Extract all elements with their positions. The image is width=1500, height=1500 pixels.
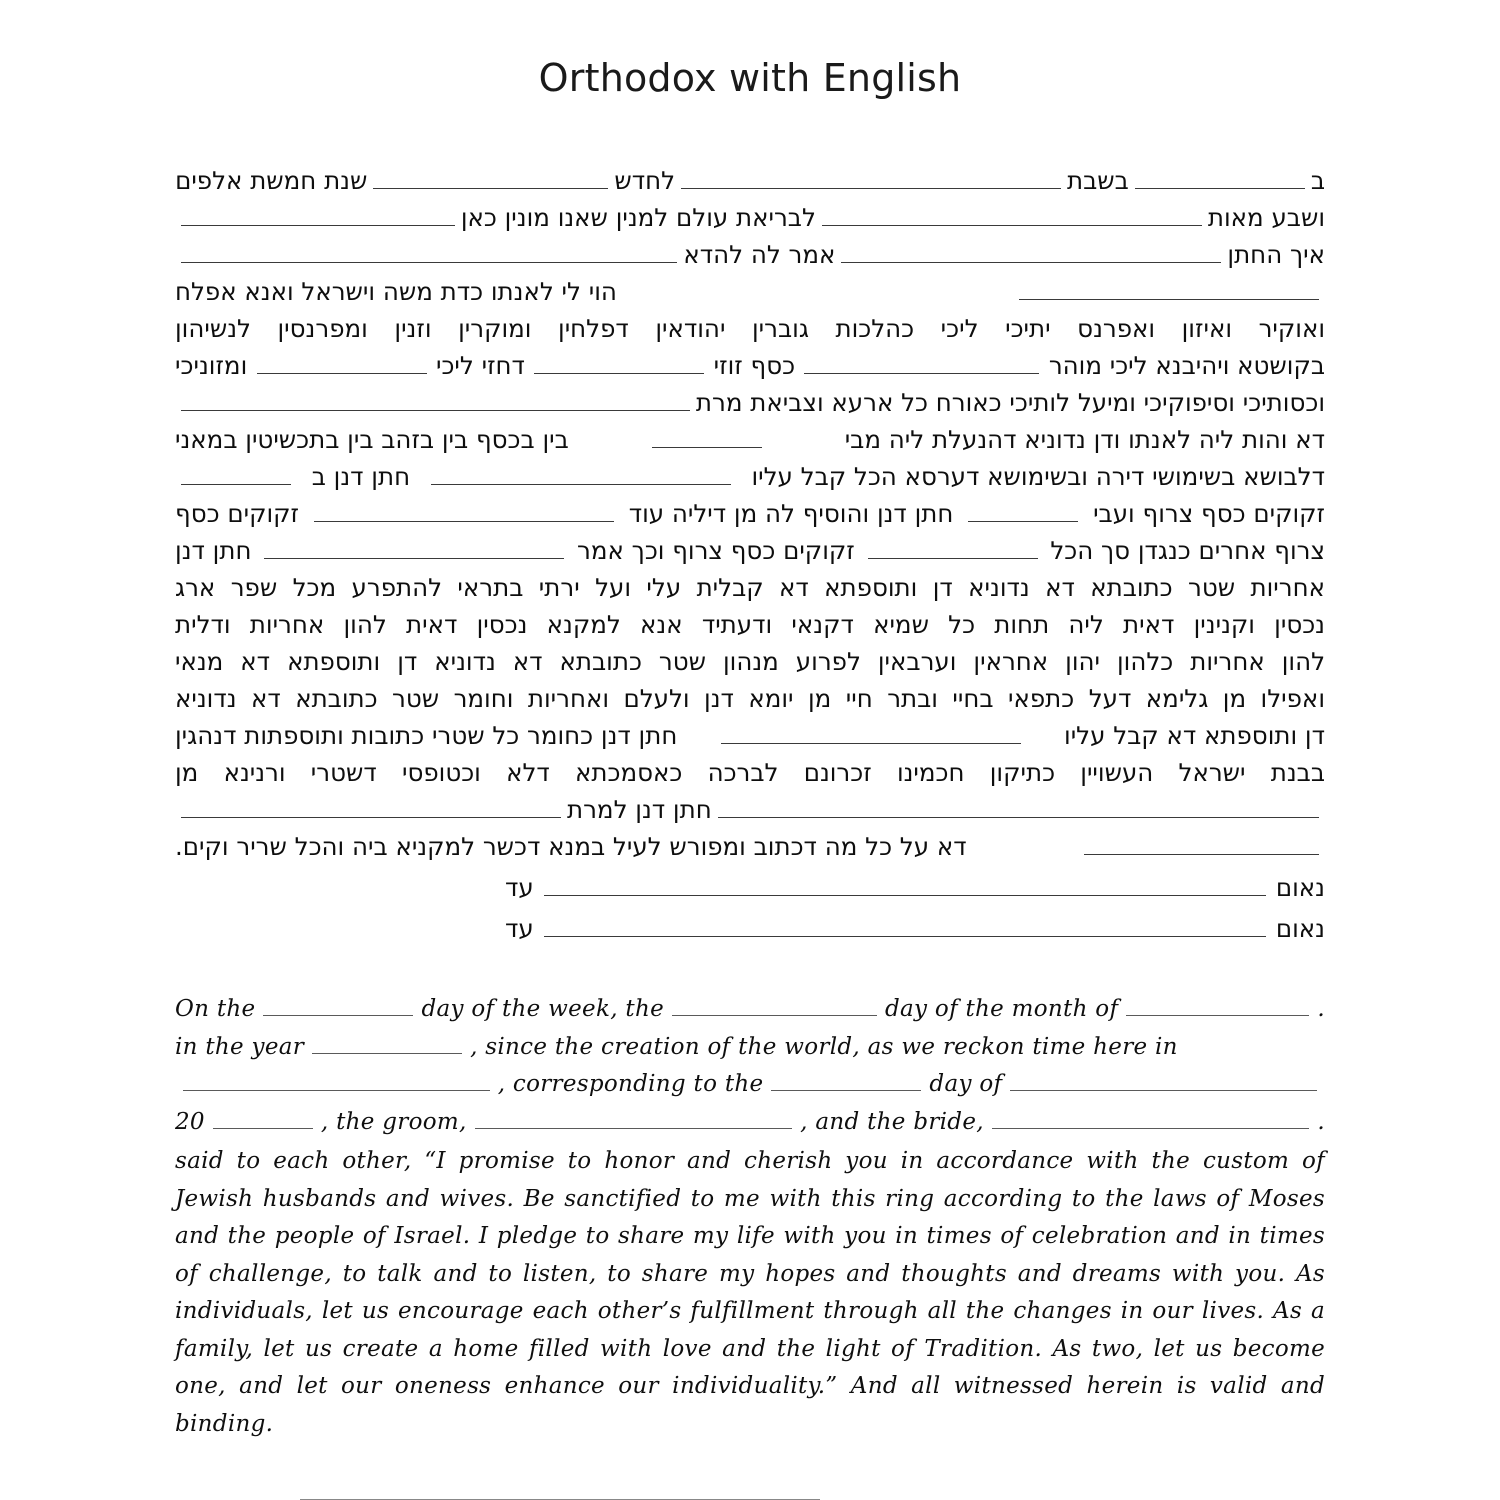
hebrew-line-14: להון אחריות כלהון יהון אחראין וערבאין לפרוע מנהון שטר כתובתא דא נדוניא דן ותוספתא דא מנאי	[175, 647, 1325, 676]
hebrew-line-1-part-d: שנת חמשת אלפים	[175, 166, 368, 195]
fill-in-blank[interactable]	[213, 1105, 313, 1129]
fill-in-blank[interactable]	[183, 1067, 490, 1091]
witness-1-signature-line[interactable]	[544, 869, 1266, 896]
english-vow-paragraph: said to each other, “I promise to honor and cherish you in accordance with the custom of Jewish husbands and wives. Be sanctified to me with this ring according to the laws of Moses and the people of Israel. I pledge to share my life with you in times of celebration and in times of challenge, to talk and to listen, to share my hopes and thoughts and dreams with you. As individuals, let us encourage each other’s fulfillment through all the changes in our lives. As a family, let us create a home filled with love and the light of Tradition. As two, let us become one, and let our oneness enhance our individuality.” And all witnessed herein is valid and binding.	[175, 1148, 1325, 1437]
hebrew-line-12: אחריות שטר כתובתא דא נדוניא דן ותוספתא דא קבלית עלי ועל ירתי בתראי להתפרע מכל שפר ארג	[175, 573, 1325, 602]
hebrew-line-2-part-b: לבריאת עולם למנין שאנו מונין כאן	[460, 203, 816, 232]
hebrew-line-19-part-a: דא על כל מה דכתוב ומפורש לעיל במנא דכשר למקניא ביה והכל שריר וקים.	[175, 832, 967, 861]
fill-in-blank[interactable]	[373, 162, 608, 189]
witness-2-label-left: נאום	[1275, 914, 1325, 943]
fill-in-blank[interactable]	[1126, 992, 1309, 1016]
fill-in-blank[interactable]	[181, 458, 291, 485]
hebrew-line-13: נכסין וקנינין דאית ליה תחות כל שמיא דקנאי ודעתיד אנא למקנא נכסין דאית להון אחריות ודלית	[175, 610, 1325, 639]
hebrew-line-1-part-a: ב	[1310, 166, 1325, 195]
fill-in-blank[interactable]	[652, 421, 762, 448]
hebrew-line-6-part-b: כסף זוזי	[713, 351, 796, 380]
fill-in-blank[interactable]	[263, 992, 413, 1016]
english-line-4-part-b: , the groom,	[320, 1108, 467, 1135]
fill-in-blank[interactable]	[181, 384, 690, 411]
hebrew-line-10-part-c: זקוקים כסף	[175, 499, 300, 528]
english-line-2-part-a: in the year	[175, 1033, 305, 1060]
hebrew-line-16-part-b: חתן דנן כחומר כל שטרי כתובות ותוספתות דנהגין	[175, 721, 678, 750]
fill-in-blank[interactable]	[672, 992, 877, 1016]
bride-name-blank[interactable]	[992, 1105, 1310, 1129]
hebrew-line-1-part-c: לחדש	[614, 166, 676, 195]
hebrew-text-block	[175, 162, 1325, 947]
fill-in-blank[interactable]	[1019, 273, 1319, 300]
hebrew-line-8	[175, 421, 1325, 458]
hebrew-line-8-part-a: דא והות ליה לאנתו ודן נדוניא דהנעלת ליה מבי	[844, 425, 1325, 454]
english-line-1-part-b: day of the week, the	[421, 996, 664, 1022]
hebrew-line-8-part-b: בין בכסף בין בזהב בין בתכשיטין במאני	[175, 425, 569, 454]
english-text-block	[175, 991, 1325, 1443]
hebrew-line-5: ואוקיר ואיזון ואפרנס יתיכי ליכי כהלכות גוברין יהודאין דפלחין ומוקרין וזנין ומפרנסין לנשיהון	[175, 314, 1325, 343]
english-line-3	[175, 1066, 1325, 1104]
english-line-4	[175, 1104, 1325, 1142]
hebrew-line-4	[175, 273, 1325, 310]
fill-in-blank[interactable]	[181, 236, 677, 263]
english-line-1-end: .	[1317, 996, 1325, 1022]
hebrew-line-1	[175, 162, 1325, 199]
english-line-4-part-c: , and the bride,	[800, 1108, 984, 1135]
hebrew-line-18-part-a: חתן דנן למרת	[567, 795, 712, 824]
english-line-1-part-a: On the	[175, 996, 256, 1022]
fill-in-blank[interactable]	[431, 458, 731, 485]
fill-in-blank[interactable]	[804, 347, 1039, 374]
fill-in-blank[interactable]	[771, 1067, 921, 1091]
hebrew-line-10	[175, 495, 1325, 532]
fill-in-blank[interactable]	[1084, 828, 1319, 855]
hebrew-line-7	[175, 384, 1325, 421]
fill-in-blank[interactable]	[868, 532, 1038, 559]
hebrew-line-6-part-d: ומזוניכי	[175, 351, 248, 380]
witness-row-2	[505, 910, 1325, 947]
english-line-2	[175, 1029, 1325, 1067]
hebrew-line-6	[175, 347, 1325, 384]
english-line-4-end: .	[1317, 1108, 1326, 1135]
fill-in-blank[interactable]	[681, 162, 1061, 189]
fill-in-blank[interactable]	[822, 199, 1202, 226]
fill-in-blank[interactable]	[264, 532, 564, 559]
hebrew-line-1-part-b: בשבת	[1067, 166, 1129, 195]
english-line-3-part-a: , corresponding to the	[497, 1071, 764, 1097]
hebrew-line-17: בבנת ישראל העשויין כתיקון חכמינו זכרונם לברכה כאסמכתא דלא וכטופסי דשטרי ורנינא מן	[175, 758, 1325, 787]
witness-1-label-left: נאום	[1275, 873, 1325, 902]
hebrew-line-3-part-b: אמר לה להדא	[683, 240, 836, 269]
fill-in-blank[interactable]	[181, 791, 561, 818]
english-line-3-part-b: day of	[929, 1071, 1003, 1097]
fill-in-blank[interactable]	[1010, 1067, 1317, 1091]
page-title: Orthodox with English	[538, 56, 962, 100]
hebrew-line-16-part-a: דן ותוספתא דא קבל עליו	[1064, 721, 1325, 750]
english-year-prefix: 20	[175, 1108, 205, 1135]
fill-in-blank[interactable]	[968, 495, 1078, 522]
fill-in-blank[interactable]	[1135, 162, 1305, 189]
hebrew-line-3-part-a: איך החתן	[1227, 240, 1325, 269]
hebrew-line-9-part-b: חתן דנן ב	[311, 462, 411, 491]
english-line-1-part-c: day of the month of	[884, 996, 1119, 1022]
fill-in-blank[interactable]	[718, 791, 1319, 818]
hebrew-line-11-part-b: זקוקים כסף צרוף וכך אמר	[577, 536, 855, 565]
hebrew-line-9	[175, 458, 1325, 495]
fill-in-blank[interactable]	[314, 495, 614, 522]
hebrew-line-15: ואפילו מן גלימא דעל כתפאי בחיי ובתר חיי מן יומא דנן ולעלם ואחריות וחומר שטר כתובתא דא נדוניא	[175, 684, 1325, 713]
hebrew-line-7-part-a: וכסותיכי וסיפוקיכי ומיעל לותיכי כאורח כל ארעא וצביאת מרת	[695, 388, 1325, 417]
hebrew-line-2-part-a: ושבע מאות	[1207, 203, 1325, 232]
hebrew-line-10-part-b: חתן דנן והוסיף לה מן דיליה עוד	[628, 499, 954, 528]
hebrew-line-6-part-a: בקושטא ויהיבנא ליכי מוהר	[1048, 351, 1325, 380]
english-line-1	[175, 991, 1325, 1029]
witness-2-label-right: עד	[505, 914, 534, 943]
witness-1-label-right: עד	[505, 873, 534, 902]
hebrew-line-18	[175, 791, 1325, 828]
hebrew-line-4-part-a: הוי לי לאנתו כדת משה וישראל ואנא אפלח	[175, 277, 617, 306]
fill-in-blank[interactable]	[721, 717, 1021, 744]
hebrew-line-11	[175, 532, 1325, 569]
hebrew-line-2	[175, 199, 1325, 236]
hebrew-line-10-part-a: זקוקים כסף צרוף ועבי	[1093, 499, 1325, 528]
hebrew-line-6-part-c: דחזי ליכי	[435, 351, 525, 380]
hebrew-line-16	[175, 717, 1325, 754]
fill-in-blank[interactable]	[257, 347, 427, 374]
english-line-2-part-b: , since the creation of the world, as we reckon time here in	[470, 1033, 1178, 1060]
witness-2-signature-line[interactable]	[544, 910, 1266, 937]
hebrew-line-11-part-a: צרוף אחרים כנגדן סך הכל	[1050, 536, 1325, 565]
fill-in-blank[interactable]	[534, 347, 704, 374]
witness-row-1	[505, 869, 1325, 906]
groom-name-blank[interactable]	[475, 1105, 793, 1129]
hebrew-line-9-part-a: דלבושא בשימושי דירה ובשימושא דערסא הכל קבל עליו	[751, 462, 1325, 491]
hebrew-line-11-part-c: חתן דנן	[175, 536, 252, 565]
hebrew-line-3	[175, 236, 1325, 273]
fill-in-blank[interactable]	[312, 1030, 462, 1054]
fill-in-blank[interactable]	[841, 236, 1221, 263]
fill-in-blank[interactable]	[181, 199, 455, 226]
hebrew-line-19	[175, 828, 1325, 865]
